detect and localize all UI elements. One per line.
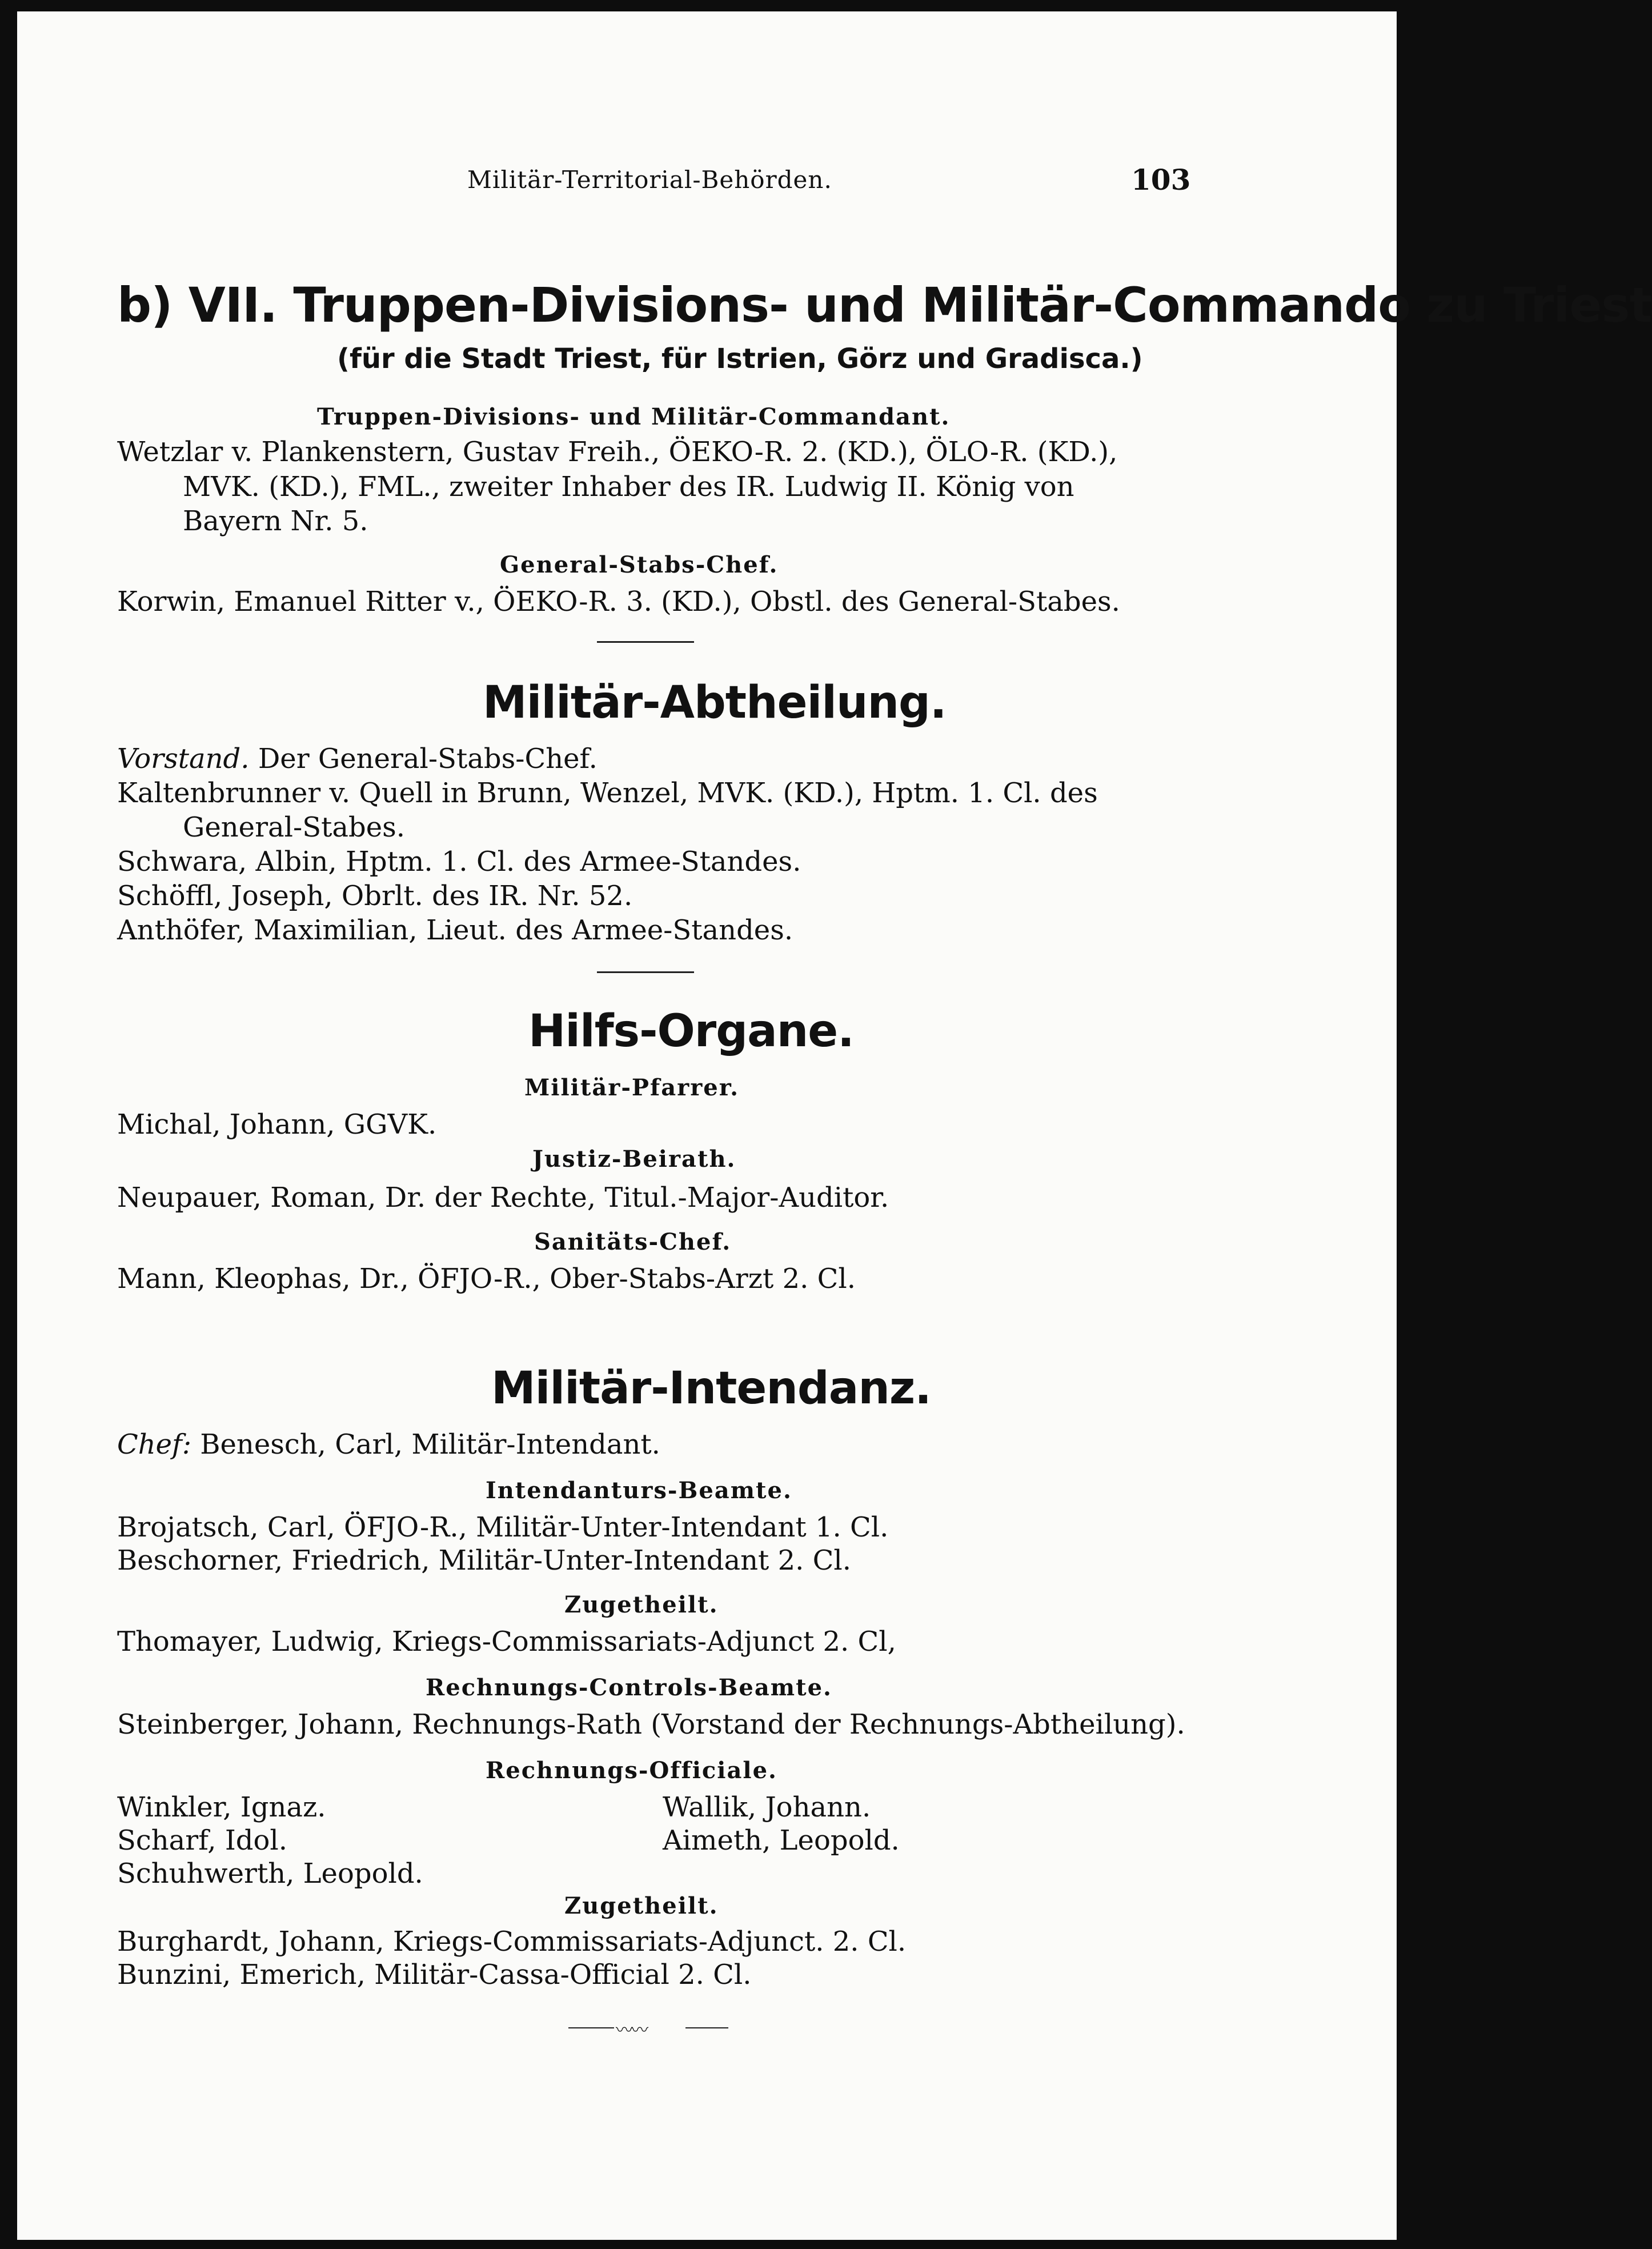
officiale-left-1: Winkler, Ignaz.: [117, 1791, 326, 1823]
officiale-right-2: Aimeth, Leopold.: [663, 1824, 900, 1856]
abtheilung-line-2: General-Stabes.: [183, 811, 406, 843]
divider: [597, 971, 694, 973]
section-heading-intendanz: Militär-Intendanz.: [491, 1363, 931, 1414]
vorstand-label: Vorstand.: [117, 743, 250, 775]
main-title: b) VII. Truppen-Divisions- und Militär-Commando zu Triest: [117, 277, 1652, 333]
beamte-heading: Intendanturs-Beamte.: [486, 1477, 792, 1504]
vorstand-text: Der General-Stabs-Chef.: [258, 743, 598, 775]
main-title-sub: (für die Stadt Triest, für Istrien, Görz und Gradisca.): [337, 343, 1143, 375]
running-title: Militär-Territorial-Behörden.: [467, 166, 832, 194]
commandant-line-3: Bayern Nr. 5.: [183, 505, 368, 537]
chief-line: Korwin, Emanuel Ritter v., ÖEKO-R. 3. (KD.), Obstl. des General-Stabes.: [117, 586, 1120, 618]
pfarrer-line: Michal, Johann, GGVK.: [117, 1109, 437, 1140]
commandant-line-2: MVK. (KD.), FML., zweiter Inhaber des IR. Ludwig II. König von: [183, 471, 1074, 503]
abtheilung-line-3: Schwara, Albin, Hptm. 1. Cl. des Armee-Standes.: [117, 846, 801, 878]
abtheilung-line-5: Anthöfer, Maximilian, Lieut. des Armee-Standes.: [117, 914, 793, 946]
pfarrer-heading: Militär-Pfarrer.: [524, 1074, 740, 1101]
officiale-right-1: Wallik, Johann.: [663, 1791, 871, 1823]
justiz-heading: Justiz-Beirath.: [532, 1146, 736, 1172]
section-heading-hilfs: Hilfs-Organe.: [528, 1006, 854, 1057]
chef-line: [117, 1428, 660, 1460]
chef-text: Benesch, Carl, Militär-Intendant.: [200, 1428, 660, 1460]
officiale-left-3: Schuhwerth, Leopold.: [117, 1858, 423, 1890]
chef-label: Chef:: [117, 1428, 191, 1460]
commandant-line-1: Wetzlar v. Plankenstern, Gustav Freih., ÖEKO-R. 2. (KD.), ÖLO-R. (KD.),: [117, 436, 1118, 468]
end-ornament-right: [685, 2027, 728, 2028]
sanitaet-line: Mann, Kleophas, Dr., ÖFJO-R., Ober-Stabs-Arzt 2. Cl.: [117, 1263, 856, 1295]
beamte-line-1: Brojatsch, Carl, ÖFJO-R., Militär-Unter-Intendant 1. Cl.: [117, 1511, 889, 1543]
chief-heading: General-Stabs-Chef.: [500, 551, 779, 578]
section-heading-abtheilung: Militär-Abtheilung.: [483, 677, 947, 729]
end-ornament-wave: 〰〰: [616, 2020, 647, 2040]
sanitaet-heading: Sanitäts-Chef.: [534, 1228, 732, 1255]
zugetheilt-line-1: Thomayer, Ludwig, Kriegs-Commissariats-Adjunct 2. Cl,: [117, 1626, 896, 1658]
controls-line: Steinberger, Johann, Rechnungs-Rath (Vorstand der Rechnungs-Abtheilung).: [117, 1708, 1185, 1740]
abtheilung-line-4: Schöffl, Joseph, Obrlt. des IR. Nr. 52.: [117, 880, 633, 912]
officiale-left-2: Scharf, Idol.: [117, 1824, 288, 1856]
zugetheilt-line-3: Bunzini, Emerich, Militär-Cassa-Official 2. Cl.: [117, 1959, 752, 1991]
commandant-heading: Truppen-Divisions- und Militär-Commandant.: [317, 403, 951, 430]
divider: [597, 641, 694, 643]
end-ornament-left: [568, 2027, 614, 2028]
zugetheilt-line-2: Burghardt, Johann, Kriegs-Commissariats-Adjunct. 2. Cl.: [117, 1926, 907, 1958]
controls-heading: Rechnungs-Controls-Beamte.: [426, 1674, 832, 1701]
officiale-heading: Rechnungs-Officiale.: [486, 1757, 777, 1784]
justiz-line: Neupauer, Roman, Dr. der Rechte, Titul.-Major-Auditor.: [117, 1182, 889, 1214]
zugetheilt-heading-2: Zugetheilt.: [564, 1892, 719, 1919]
abtheilung-line-1: Kaltenbrunner v. Quell in Brunn, Wenzel, MVK. (KD.), Hptm. 1. Cl. des: [117, 777, 1098, 809]
zugetheilt-heading-1: Zugetheilt.: [564, 1591, 719, 1618]
vorstand-line: [117, 743, 598, 775]
beamte-line-2: Beschorner, Friedrich, Militär-Unter-Intendant 2. Cl.: [117, 1544, 851, 1576]
page-number: 103: [1131, 163, 1191, 197]
